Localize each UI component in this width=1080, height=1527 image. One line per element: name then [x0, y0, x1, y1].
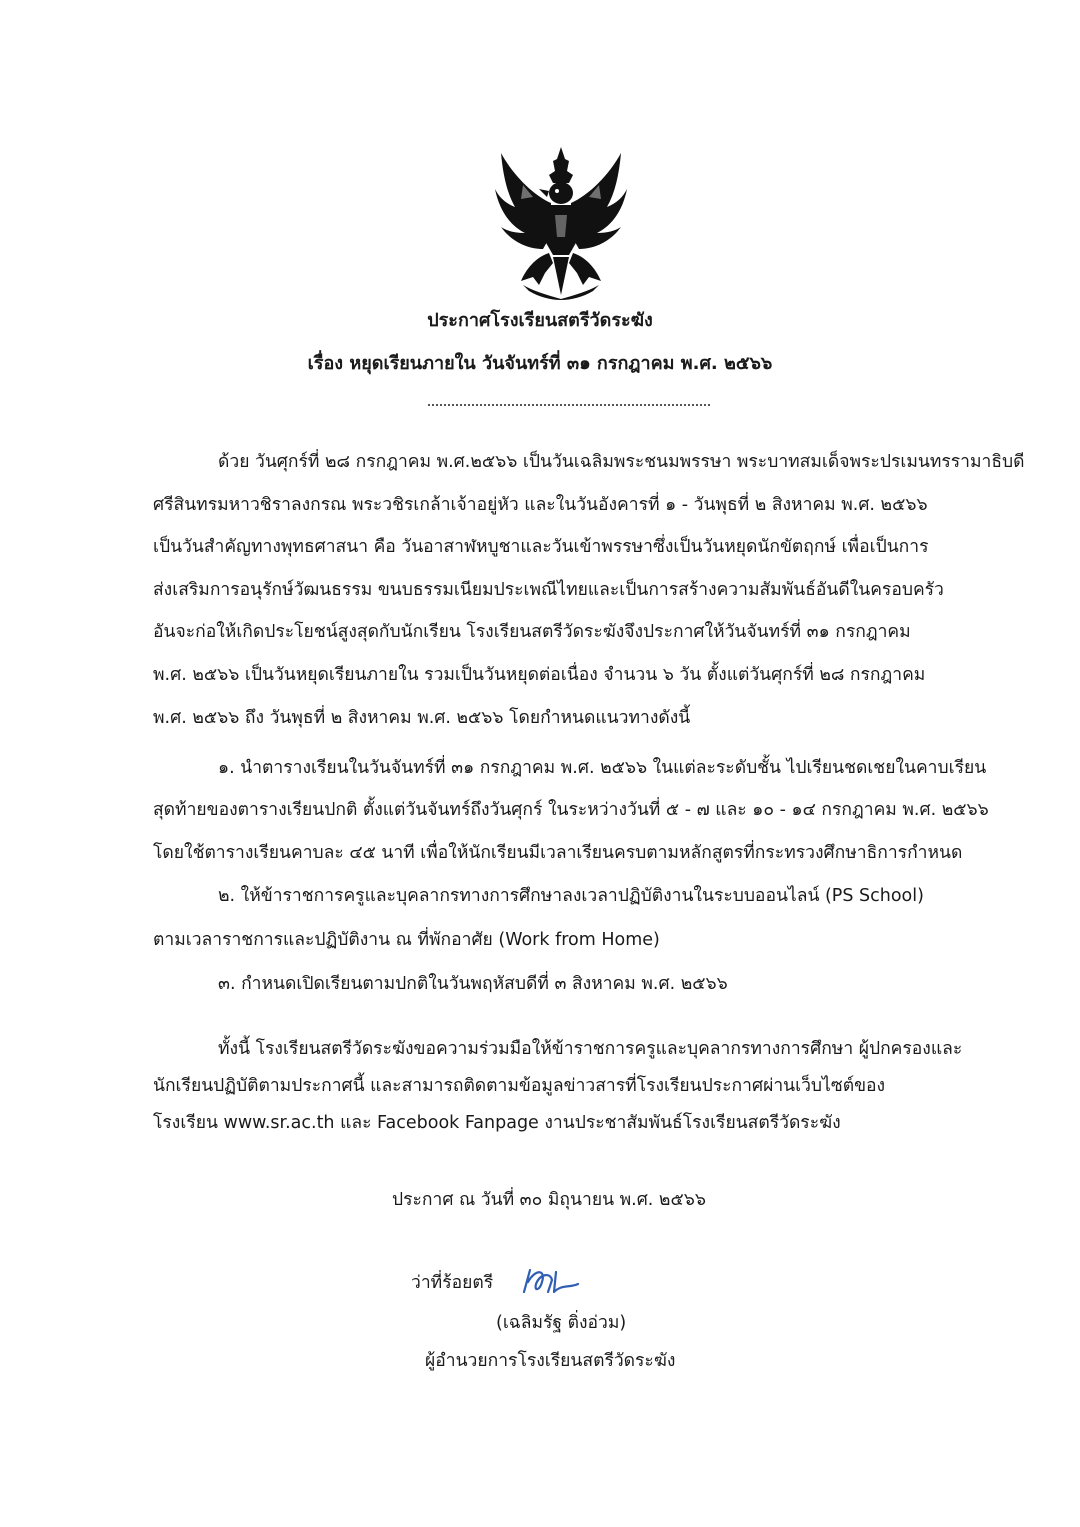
closing-line: นักเรียนปฏิบัติตามประกาศนี้ และสามารถติดตามข้อมูลข่าวสารที่โรงเรียนประกาศผ่านเว็บไซต์ของ: [153, 1076, 886, 1096]
body-line: พ.ศ. ๒๕๖๖ ถึง วันพุธที่ ๒ สิงหาคม พ.ศ. ๒๕๖๖ โดยกำหนดแนวทางดังนี้: [153, 708, 691, 728]
body-line: เป็นวันสำคัญทางพุทธศาสนา คือ วันอาสาฬหบูชาและวันเข้าพรรษาซึ่งเป็นวันหยุดนักขัตฤกษ์ เพื่อเป็นการ: [153, 537, 929, 557]
signer-name: (เฉลิมรัฐ ติ่งอ่วม): [496, 1313, 627, 1333]
list-item-1-line: โดยใช้ตารางเรียนคาบละ ๔๕ นาที เพื่อให้นักเรียนมีเวลาเรียนครบตามหลักสูตรที่กระทรวงศึกษาธิการกำหนด: [153, 843, 963, 863]
closing-line: โรงเรียน www.sr.ac.th และ Facebook Fanpage งานประชาสัมพันธ์โรงเรียนสตรีวัดระฆัง: [153, 1113, 841, 1133]
body-line: ส่งเสริมการอนุรักษ์วัฒนธรรม ขนบธรรมเนียมประเพณีไทยและเป็นการสร้างความสัมพันธ์อันดีในครอบครัว: [153, 580, 944, 600]
document-title: ประกาศโรงเรียนสตรีวัดระฆัง: [427, 310, 653, 331]
signer-position: ผู้อำนวยการโรงเรียนสตรีวัดระฆัง: [425, 1351, 676, 1371]
body-line: ด้วย วันศุกร์ที่ ๒๘ กรกฎาคม พ.ศ.๒๕๖๖ เป็นวันเฉลิมพระชนมพรรษา พระบาทสมเด็จพระปรเมนทรรามาธิบดี: [218, 452, 1025, 472]
document-subject: เรื่อง หยุดเรียนภายใน วันจันทร์ที่ ๓๑ กรกฎาคม พ.ศ. ๒๕๖๖: [307, 353, 773, 374]
list-item-1: ๑. นำตารางเรียนในวันจันทร์ที่ ๓๑ กรกฎาคม พ.ศ. ๒๕๖๖ ในแต่ละระดับชั้น ไปเรียนชดเชยในคาบเรียน: [218, 758, 987, 778]
body-line: พ.ศ. ๒๕๖๖ เป็นวันหยุดเรียนภายใน รวมเป็นวันหยุดต่อเนื่อง จำนวน ๖ วัน ตั้งแต่วันศุกร์ที่ ๒๘ กรกฎาคม: [153, 665, 926, 685]
closing-line: ทั้งนี้ โรงเรียนสตรีวัดระฆังขอความร่วมมือให้ข้าราชการครูและบุคลากรทางการศึกษา ผู้ปกครองและ: [218, 1039, 963, 1059]
body-line: ศรีสินทรมหาวชิราลงกรณ พระวชิรเกล้าเจ้าอยู่หัว และในวันอังคารที่ ๑ - วันพุธที่ ๒ สิงหาคม พ.ศ. ๒๕๖๖: [153, 495, 928, 515]
signer-rank: ว่าที่ร้อยตรี: [411, 1273, 494, 1293]
body-line: อันจะก่อให้เกิดประโยชน์สูงสุดกับนักเรียน โรงเรียนสตรีวัดระฆังจึงประกาศให้วันจันทร์ที่ ๓๑ กรกฎาคม: [153, 622, 911, 642]
announcement-date: ประกาศ ณ วันที่ ๓๐ มิถุนายน พ.ศ. ๒๕๖๖: [392, 1190, 706, 1210]
separator-line: [428, 404, 710, 406]
list-item-2-line: ตามเวลาราชการและปฏิบัติงาน ณ ที่พักอาศัย (Work from Home): [153, 930, 660, 950]
list-item-2: ๒. ให้ข้าราชการครูและบุคลากรทางการศึกษาลงเวลาปฏิบัติงานในระบบออนไลน์ (PS School): [218, 886, 924, 906]
list-item-1-line: สุดท้ายของตารางเรียนปกติ ตั้งแต่วันจันทร์ถึงวันศุกร์ ในระหว่างวันที่ ๕ - ๗ และ ๑๐ - ๑๔ กรกฎาคม พ.ศ. ๒๕๖๖: [153, 800, 989, 820]
signature-icon: [518, 1262, 588, 1302]
garuda-emblem-icon: [493, 145, 629, 300]
list-item-3: ๓. กำหนดเปิดเรียนตามปกติในวันพฤหัสบดีที่ ๓ สิงหาคม พ.ศ. ๒๕๖๖: [218, 974, 728, 994]
